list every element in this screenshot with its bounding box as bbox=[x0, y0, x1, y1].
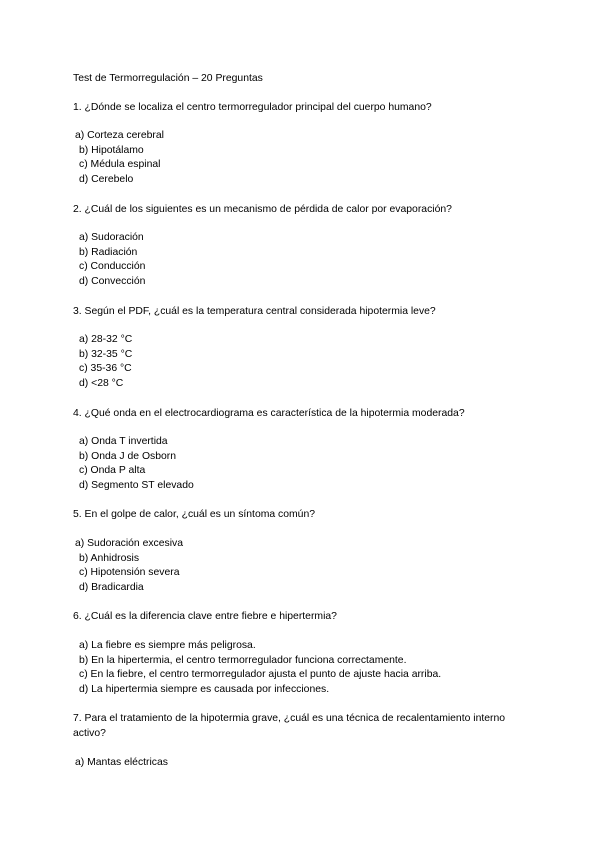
answer-option-a: a) Corteza cerebral bbox=[75, 130, 164, 142]
question-text: 4. ¿Qué onda en el electrocardiograma es característica de la hipotermia moderada? bbox=[73, 407, 465, 419]
answer-options bbox=[73, 537, 533, 595]
question-text: 7. Para el tratamiento de la hipotermia grave, ¿cuál es una técnica de recalentamiento interno activo? bbox=[73, 713, 506, 739]
answer-options bbox=[73, 639, 533, 697]
answer-option-d: d) La hipertermia siempre es causada por infecciones. bbox=[79, 683, 330, 695]
answer-option-b: b) Onda J de Osborn bbox=[79, 450, 177, 462]
answer-option-a: a) 28-32 °C bbox=[79, 334, 133, 346]
answer-options bbox=[73, 435, 533, 493]
answer-option-d: d) Cerebelo bbox=[79, 173, 134, 185]
question-4 bbox=[73, 407, 533, 494]
answer-option-c: c) Médula espinal bbox=[79, 159, 161, 171]
question-text: 6. ¿Cuál es la diferencia clave entre fiebre e hipertermia? bbox=[73, 611, 337, 623]
answer-option-b: b) 32-35 °C bbox=[79, 348, 133, 360]
answer-option-c: c) 35-36 °C bbox=[79, 363, 132, 375]
answer-option-c: c) En la fiebre, el centro termorregulador ajusta el punto de ajuste hacia arriba. bbox=[79, 669, 442, 681]
question-5 bbox=[73, 508, 533, 595]
answer-option-a: a) Onda T invertida bbox=[79, 436, 168, 448]
answer-option-c: c) Onda P alta bbox=[79, 465, 146, 477]
question-1 bbox=[73, 101, 533, 188]
answer-option-a: a) Sudoración bbox=[79, 232, 144, 244]
answer-option-b: b) Anhidrosis bbox=[79, 552, 140, 564]
answer-option-d: d) Bradicardia bbox=[79, 581, 144, 593]
answer-option-b: b) Hipotálamo bbox=[79, 144, 144, 156]
answer-option-b: b) En la hipertermia, el centro termorregulador funciona correctamente. bbox=[79, 654, 407, 666]
question-6 bbox=[73, 610, 533, 697]
answer-options bbox=[73, 756, 533, 771]
question-3 bbox=[73, 305, 533, 392]
question-2 bbox=[73, 203, 533, 290]
question-text: 5. En el golpe de calor, ¿cuál es un síntoma común? bbox=[73, 509, 316, 521]
question-text: 2. ¿Cuál de los siguientes es un mecanismo de pérdida de calor por evaporación? bbox=[73, 203, 452, 215]
answer-option-d: d) Convección bbox=[79, 275, 146, 287]
answer-option-a: a) La fiebre es siempre más peligrosa. bbox=[79, 640, 256, 652]
answer-option-c: c) Hipotensión severa bbox=[79, 567, 180, 579]
answer-options bbox=[73, 231, 533, 289]
document-title: Test de Termorregulación – 20 Preguntas bbox=[73, 73, 263, 84]
answer-options bbox=[73, 333, 533, 391]
answer-option-b: b) Radiación bbox=[79, 246, 138, 258]
question-text: 3. Según el PDF, ¿cuál es la temperatura central considerada hipotermia leve? bbox=[73, 305, 436, 317]
answer-option-d: d) <28 °C bbox=[79, 377, 124, 389]
document-body bbox=[73, 72, 533, 785]
answer-option-c: c) Conducción bbox=[79, 261, 146, 273]
answer-option-d: d) Segmento ST elevado bbox=[79, 479, 194, 491]
question-7 bbox=[73, 712, 533, 770]
answer-option-a: a) Sudoración excesiva bbox=[75, 538, 184, 550]
answer-options bbox=[73, 129, 533, 187]
question-text: 1. ¿Dónde se localiza el centro termorregulador principal del cuerpo humano? bbox=[73, 101, 432, 113]
answer-option-a: a) Mantas eléctricas bbox=[75, 756, 168, 768]
